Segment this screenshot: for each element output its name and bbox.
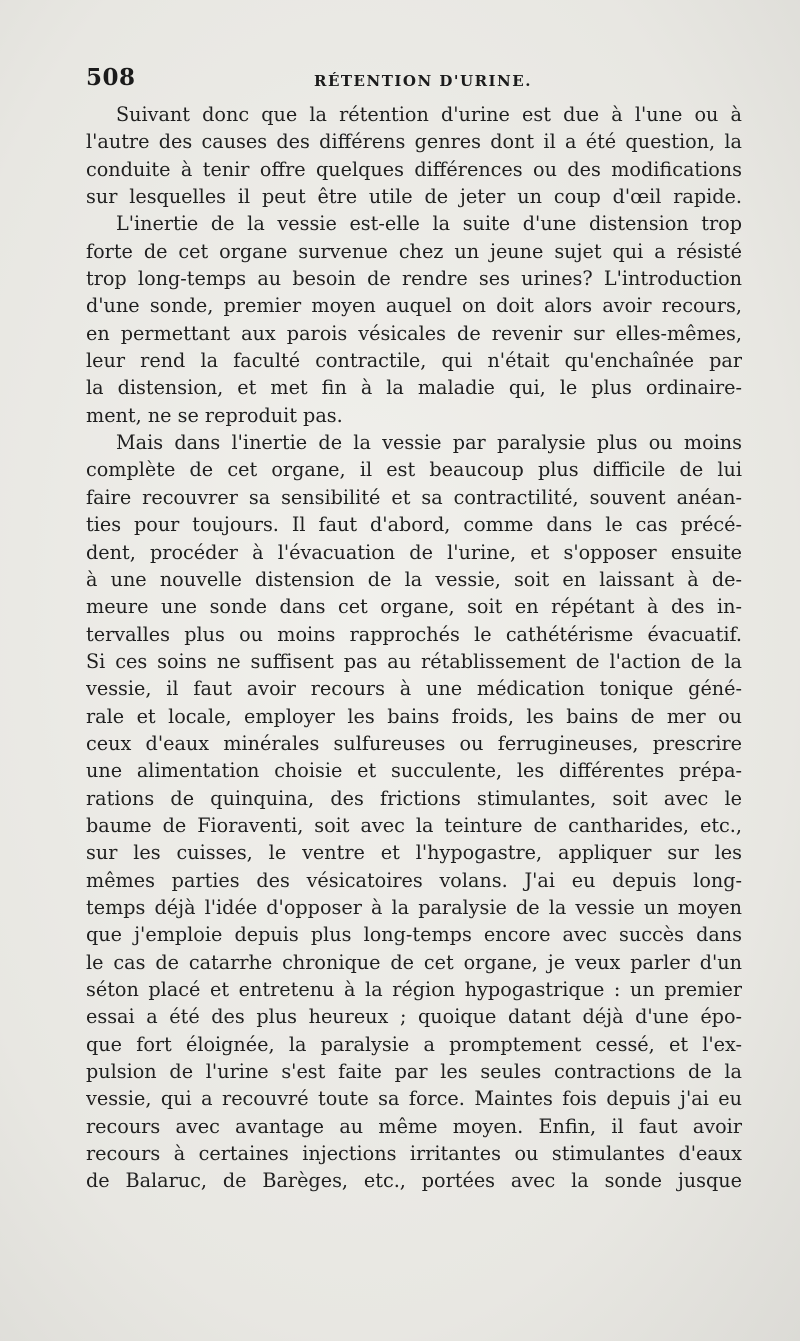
text-line: vessie, qui a recouvré toute sa force. Maintes fois depuis j'ai eu (86, 1087, 742, 1111)
text-line: ment, ne se reproduit pas. (86, 403, 343, 427)
body-text (86, 101, 742, 1195)
text-line: de Balaruc, de Barèges, etc., portées avec la sonde jusque (86, 1169, 742, 1193)
text-line: ties pour toujours. Il faut d'abord, comme dans le cas précé- (86, 513, 742, 537)
text-line: mêmes parties des vésicatoires volans. J'ai eu depuis long- (86, 868, 742, 892)
text-line: tervalles plus ou moins rapprochés le cathétérisme évacuatif. (86, 622, 742, 646)
text-line: d'une sonde, premier moyen auquel on doit alors avoir recours, (86, 294, 742, 318)
text-line: baume de Fioraventi, soit avec la teinture de cantharides, etc., (86, 813, 742, 837)
text-line: complète de cet organe, il est beaucoup plus difficile de lui (86, 458, 742, 482)
text-line: conduite à tenir offre quelques différences ou des modifications (86, 157, 742, 181)
text-line: la distension, et met fin à la maladie qui, le plus ordinaire- (86, 376, 742, 400)
text-line: leur rend la faculté contractile, qui n'était qu'enchaînée par (86, 349, 742, 373)
text-line: le cas de catarrhe chronique de cet organe, je veux parler d'un (86, 950, 742, 974)
text-line: recours avec avantage au même moyen. Enfin, il faut avoir (86, 1114, 742, 1138)
text-line: forte de cet organe survenue chez un jeune sujet qui a résisté (86, 239, 742, 263)
text-line: que fort éloignée, la paralysie a promptement cessé, et l'ex- (86, 1032, 742, 1056)
text-line: Mais dans l'inertie de la vessie par paralysie plus ou moins (116, 431, 742, 455)
page-number: 508 (86, 64, 136, 91)
text-line: rale et locale, employer les bains froids, les bains de mer ou (86, 704, 742, 728)
running-head: RÉTENTION D'URINE. (314, 72, 532, 90)
text-line: rations de quinquina, des frictions stimulantes, soit avec le (86, 786, 742, 810)
text-line: à une nouvelle distension de la vessie, soit en laissant à de- (86, 567, 742, 591)
text-line: recours à certaines injections irritantes ou stimulantes d'eaux (86, 1142, 742, 1166)
text-line: Si ces soins ne suffisent pas au rétablissement de l'action de la (86, 649, 742, 673)
text-line: meure une sonde dans cet organe, soit en répétant à des in- (86, 595, 742, 619)
text-line: L'inertie de la vessie est-elle la suite d'une distension trop (116, 212, 742, 236)
text-line: une alimentation choisie et succulente, les différentes prépa- (86, 759, 742, 783)
text-line: séton placé et entretenu à la région hypogastrique : un premier (86, 978, 742, 1001)
text-line: sur les cuisses, le ventre et l'hypogastre, appliquer sur les (86, 841, 742, 865)
text-line: essai a été des plus heureux ; quoique datant déjà d'une épo- (86, 1005, 742, 1029)
text-line: pulsion de l'urine s'est faite par les seules contractions de la (86, 1060, 742, 1084)
text-line: Suivant donc que la rétention d'urine est due à l'une ou à (116, 103, 742, 126)
text-line: trop long-temps au besoin de rendre ses urines? L'introduction (86, 267, 742, 291)
text-line: vessie, il faut avoir recours à une médication tonique géné- (86, 677, 742, 701)
text-line: l'autre des causes des différens genres dont il a été question, la (86, 130, 742, 154)
page-header (86, 64, 741, 98)
text-line: temps déjà l'idée d'opposer à la paralysie de la vessie un moyen (86, 895, 742, 919)
text-line: dent, procéder à l'évacuation de l'urine, et s'opposer ensuite (86, 540, 742, 564)
text-line: que j'emploie depuis plus long-temps encore avec succès dans (86, 923, 742, 947)
text-line: en permettant aux parois vésicales de revenir sur elles-mêmes, (86, 321, 742, 345)
text-line: ceux d'eaux minérales sulfureuses ou ferrugineuses, prescrire (86, 731, 742, 755)
text-line: faire recouvrer sa sensibilité et sa contractilité, souvent anéan- (86, 485, 742, 509)
text-line: sur lesquelles il peut être utile de jeter un coup d'œil rapide. (86, 185, 742, 209)
